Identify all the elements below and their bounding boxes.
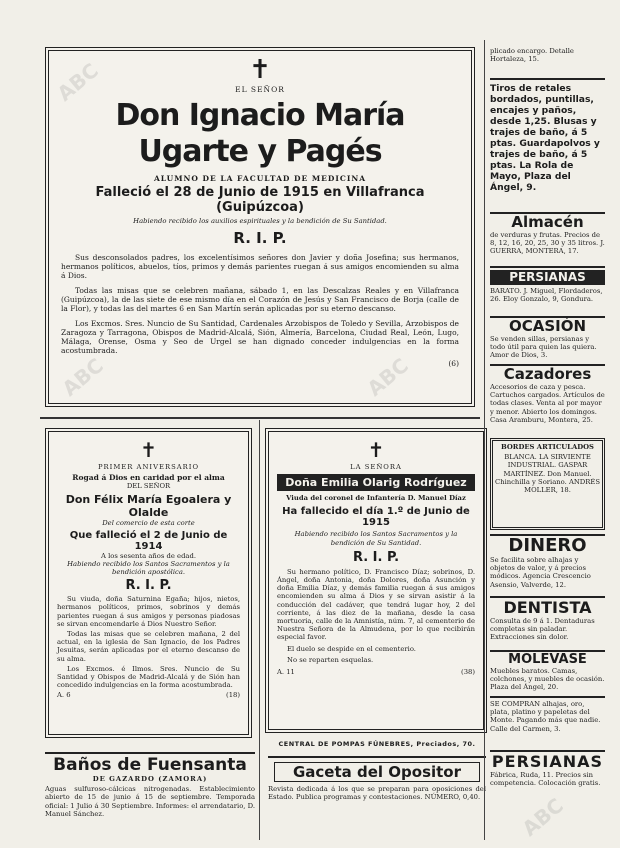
dentista-body: Consulta de 9 á 1. Dentaduras completas sin paladar. Extracciones sin dolor. (490, 617, 595, 642)
center-footer: CENTRAL DE POMPAS FÚNEBRES, Preciados, 70. (278, 740, 476, 748)
remnants-text: Tiros de retales bordados, puntillas, encajes y paños, desde 1,25. Blusas y trajes de baño, á 5 ptas. Guardapolvos y trajes de baño, á 5 ptas. La Rola de Mayo, Plaza del Ángel, 9. (490, 83, 600, 193)
gaceta-ad (268, 756, 486, 848)
anniversary-intro: Rogad á Dios en caridad por el alma (72, 473, 225, 483)
cross-icon: ✝ (249, 55, 271, 85)
main-obituary (45, 47, 475, 407)
center-code: A. 11 (277, 668, 295, 677)
persianas-title: PERSIANAS (490, 270, 605, 285)
main-code: (6) (448, 359, 459, 369)
compra-ad (490, 696, 605, 748)
almacen-title: Almacén (511, 213, 584, 231)
anniversary-age: A los sesenta años de edad. (101, 551, 196, 560)
cazadores-title: Cazadores (503, 365, 592, 383)
anniversary-body-3: Los Excmos. é Ilmos. Sres. Nuncio de Su Santidad y Obispos de Madrid-Alcalá y de Sión han concedido indulgencias en la forma acostumbrada. (57, 664, 240, 690)
main-heading: EL SEÑOR (235, 85, 285, 94)
main-para-2: Todas las misas que se celebren mañana, sábado 1, en las Descalzas Reales y en Villafranca (Guipúzcoa), la de las siete de ese mismo día en el Corazón de Jesús y San Francisco de Borja (calle de la Flor), y todas las del martes 6 en San Martín serán aplicadas por su eterno descanso. (61, 286, 459, 314)
gaceta-title: Gaceta del Opositor (274, 762, 480, 782)
anniversary-sacraments: Habiendo recibido los Santos Sacramentos y la bendición apostólica. (67, 559, 230, 577)
almacen-ad (490, 212, 605, 264)
dentista-title: DENTISTA (503, 598, 592, 617)
center-sacraments: Habiendo recibido los Santos Sacramentos y la bendición de Su Santidad. (294, 530, 458, 547)
watermark: ABC (362, 353, 413, 401)
bordes-title: BORDES ARTICULADOS (501, 443, 594, 451)
center-body-1: Su hermano político, D. Francisco Díaz; sobrinos, D. Ángel, doña Antonia, doña Dolores, doña Asunción y doña Emilia Díaz, y demás familia ruegan á sus amigos encomienden su alma á Dios y se sirvan asistir á la conducción del cadáver, que tendrá lugar hoy, 2 del corriente, á las diez de la mañana, desde la casa mortuoria, calle de la Amnistía, núm. 7, al cementerio de Nuestra Señora de la Almudena, por lo que recibirán especial favor. (277, 567, 475, 642)
right-top-ad (490, 47, 605, 71)
molevase-title: MOLEVASE (508, 652, 587, 667)
center-body-3: No se reparten esquelas. (287, 655, 374, 664)
persianas-body: BARATO. J. Miguel, Flordaderos, 26. Eloy Gonzalo, 9, Gondura. (490, 287, 603, 304)
gaceta-body: Revista dedicada á los que se preparan para oposiciones del Estado. Publica programas y contestaciones. NÚMERO, 0,40. (268, 785, 486, 802)
dinero-title: DINERO (508, 535, 587, 556)
anniversary-death: Que falleció el 2 de Junio de 1914 (69, 529, 228, 552)
ocasion-ad (490, 316, 605, 362)
center-title: Viuda del coronel de Infantería D. Manuel Díaz (286, 494, 466, 503)
center-obituary (265, 428, 487, 733)
almacen-body: de verduras y frutas. Precios de 8, 12, 16, 20, 25, 30 y 35 litros. J. GUERRA, MONTERA, 17. (490, 231, 605, 256)
banos-body: Aguas sulfuroso-cálcicas nitrogenadas. Establecimiento abierto de 15 de junio á 15 de septiembre. Temporada oficial: 1 Julio á 30 Septiembre. Informes: el arrendatario, D. Manuel Sánchez. (45, 785, 255, 818)
main-name: Don Ignacio María Ugarte y Pagés (115, 98, 405, 169)
anniversary-rip: R. I. P. (125, 578, 172, 594)
section-rule (40, 417, 480, 419)
dinero-ad (490, 534, 605, 594)
ocasion-title: OCASIÓN (508, 317, 587, 335)
bordes-ad (490, 438, 605, 530)
center-code-2: (38) (461, 668, 475, 677)
main-para-3: Los Excmos. Sres. Nuncio de Su Santidad, Cardenales Arzobispos de Toledo y Sevilla, Arzobispos de Zaragoza y Tarragona, Obispos de Madrid-Alcalá, Sión, Almería, Barcelona, Ciudad Real, León, Lugo, Málaga, Orense, Osma y Seo de Urgel se han dignado conceder indulgencias en la forma acostumbrada. (61, 319, 459, 356)
watermark: ABC (517, 793, 568, 841)
cazadores-body: Accesorios de caza y pesca. Cartuchos cargados. Artículos de todas clases. Venta al por mayor y menor. Abierto los domingos. Casa Aramburu, Montera, 25. (490, 383, 605, 424)
main-death-line: Falleció el 28 de Junio de 1915 en Villafranca (Guipúzcoa) (95, 185, 425, 215)
banos-ad (45, 752, 255, 846)
anniversary-code: A. 6 (57, 691, 71, 700)
main-para-1: Sus desconsolados padres, los excelentísimos señores don Javier y doña Josefina; sus hermanos, hermanos políticos, abuelos, tíos, primos y demás parientes ruegan á sus amigos encomienden su alma á Dios. (61, 253, 459, 281)
anniversary-code-2: (18) (226, 691, 240, 700)
molevase-ad (490, 650, 605, 694)
center-body-2: El duelo se despide en el cementerio. (287, 644, 416, 653)
anniversary-del-senor: DEL SEÑOR (126, 482, 171, 491)
compra-body: SE COMPRAN alhajas, oro, plata, platino y papeletas del Monte. Pagando más que nadie. Calle del Carmen, 3. (490, 700, 601, 733)
center-heading: LA SEÑORA (350, 463, 402, 471)
banos-sub: DE GAZARDO (ZAMORA) (92, 775, 208, 783)
main-sacraments: Habiendo recibido los auxilios espirituales y la bendición de Su Santidad. (133, 217, 387, 225)
banos-title: Baños de Fuensanta (53, 755, 247, 775)
cazadores-ad (490, 364, 605, 434)
dinero-body: Se facilita sobre alhajas y objetos de valor, y á precios módicos. Agencia Crescencio Asensio, Valverde, 12. (490, 556, 591, 589)
remnants-ad (490, 78, 605, 210)
center-death: Ha fallecido el día 1.º de Junio de 1915 (282, 506, 470, 529)
anniversary-obituary (45, 428, 252, 738)
center-rip: R. I. P. (352, 549, 400, 565)
column-divider (259, 420, 260, 840)
main-affiliation: ALUMNO DE LA FACULTAD DE MEDICINA (153, 174, 367, 183)
bordes-body: BLANCA. LA SIRVIENTE INDUSTRIAL. GASPAR MARTÍNEZ. Don Manuel. Chinchilla y Soriano. ANDRÉS MOLLER, 18. (495, 453, 600, 495)
persianas-2-body: Fábrica, Ruda, 11. Precios sin competencia. Colocación gratis. (490, 771, 601, 788)
anniversary-name: Don Félix María Egoalera y Olalde (65, 493, 232, 520)
anniversary-title: Del comercio de esta corte (102, 519, 195, 528)
persianas-ad (490, 266, 605, 314)
watermark: ABC (57, 353, 108, 401)
anniversary-heading: PRIMER ANIVERSARIO (97, 463, 200, 471)
main-rip: R. I. P. (233, 229, 287, 248)
watermark: ABC (52, 58, 103, 106)
anniversary-body-1: Su viuda, doña Saturnina Egaña; hijos, nietos, hermanos políticos, primos, sobrinos y demás parientes ruegan á sus amigos y personas piadosas se sirvan encomendarle á Dios Nuestro Señor. (57, 595, 240, 628)
persianas-2-title: PERSIANAS (491, 752, 604, 771)
anniversary-body-2: Todas las misas que se celebren mañana, 2 del actual, en la iglesia de San Ignacio, de los Padres Jesuitas, serán aplicadas por el eterno descanso de su alma. (57, 630, 240, 663)
column-divider (484, 40, 485, 840)
cross-icon: ✝ (367, 438, 385, 462)
center-name: Doña Emilia Olarig Rodríguez (277, 474, 475, 491)
cross-icon: ✝ (140, 438, 157, 462)
dentista-ad (490, 596, 605, 648)
right-top-text: plicado encargo. Detalle Hortaleza, 15. (490, 47, 574, 64)
molevase-body: Muebles baratos. Camas, colchones, y muebles de ocasión. Plaza del Ángel, 20. (490, 667, 605, 692)
ocasion-body: Se venden sillas, persianas y todo útil para quien las quiera. Amor de Dios, 3. (490, 335, 597, 360)
